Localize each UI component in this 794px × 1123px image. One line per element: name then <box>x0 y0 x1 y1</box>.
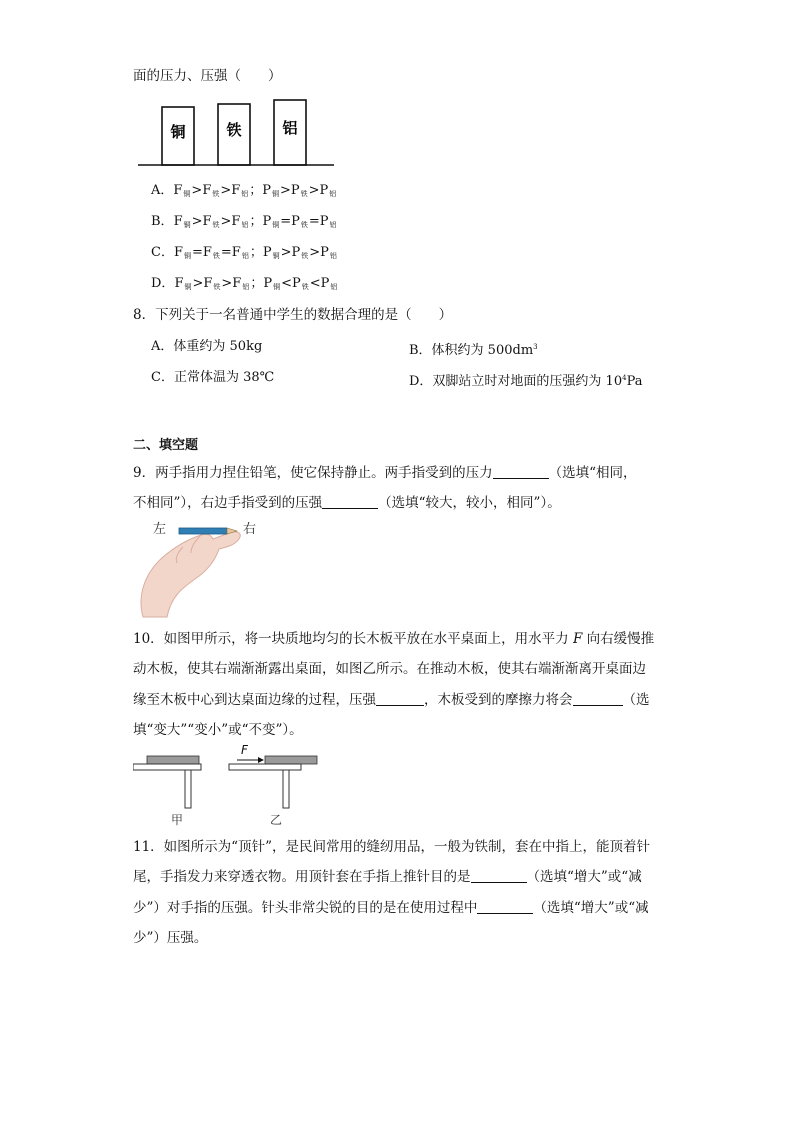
q11-line-2: 尾，手指发力来穿透衣物。用顶针套在手指上推针目的是 （选填“增大”或“减 <box>133 869 642 885</box>
q7-blocks-figure <box>138 96 338 170</box>
q8-option-a: A．体重约为 50kg <box>151 339 263 354</box>
board-a <box>147 756 199 764</box>
q10-blank-2[interactable] <box>573 691 623 706</box>
q9-blank-2[interactable] <box>322 494 378 509</box>
q7-option-d: D．$F_铜>F_铁>F_铝$；$P_铜<P_铁<P_铝$ <box>151 276 338 291</box>
q7-option-c: C．$F_铜=F_铁=F_铝$；$P_铜>P_铁>P_铝$ <box>151 245 337 260</box>
pencil-body <box>179 528 227 534</box>
q10-line-2: 动木板，使其右端渐渐露出桌面，如图乙所示。在推动木板，使其右端渐渐离开桌面边 <box>133 661 646 677</box>
q7-option-a: A．$F_铜>F_铁>F_铝$；$P_铜>P_铁>P_铝$ <box>151 183 337 198</box>
label-jia: 甲 <box>171 813 184 827</box>
q8-option-d: D．双脚站立时对地面的压强约为 $10^4Pa$ <box>409 374 643 389</box>
q11-line-4: 少”）压强。 <box>133 930 208 946</box>
q10-line-3: 缘至木板中心到达桌面边缘的过程，压强 ，木板受到的摩擦力将会 （选 <box>133 692 650 708</box>
q7-stem-tail: 面的压力、压强（ ） <box>133 68 282 84</box>
table-leg-b <box>283 770 289 808</box>
label-right: 右 <box>243 522 257 537</box>
q9-blank-1[interactable] <box>493 464 549 479</box>
q7-option-b: B．$F_铜>F_铁>F_铝$；$P_铜=P_铁=P_铝$ <box>151 214 337 229</box>
hand-shape <box>141 532 240 617</box>
q10-blank-1[interactable] <box>376 691 424 706</box>
q10-line-1: 10．如图甲所示，将一块质地均匀的长木板平放在水平桌面上，用水平力 F 向右缓慢推 <box>133 631 655 647</box>
table-top-b <box>229 764 301 770</box>
q10-board-figure <box>133 742 323 828</box>
label-left: 左 <box>153 522 167 537</box>
q9-hand-pencil-figure <box>133 517 273 623</box>
q11-line-1: 11．如图所示为“顶针”，是民间常用的缝纫用品，一般为铁制，套在中指上，能顶着针 <box>133 839 650 855</box>
label-yi: 乙 <box>270 813 283 827</box>
q8-option-c: C．正常体温为 38℃ <box>151 370 275 385</box>
q11-blank-2[interactable] <box>477 899 533 914</box>
block-label-aluminum: 铝 <box>282 119 298 137</box>
q11-blank-1[interactable] <box>471 868 527 883</box>
force-label: F <box>241 743 248 757</box>
board-b <box>265 756 317 764</box>
q9-line-2: 不相同”），右边手指受到的压强 （选填“较大，较小，相同”）。 <box>133 495 561 511</box>
q11-line-3: 少”）对手指的压强。针头非常尖锐的目的是在使用过程中 （选填“增大”或“减 <box>133 900 649 916</box>
block-label-copper: 铜 <box>170 123 186 141</box>
table-leg-a <box>185 770 191 808</box>
section-heading-fill-in: 二、填空题 <box>133 438 199 453</box>
table-top-a <box>133 764 201 770</box>
q8-option-b: B．体积约为 $500dm^3$ <box>409 343 538 358</box>
q8-stem: 8．下列关于一名普通中学生的数据合理的是（ ） <box>133 307 453 323</box>
q10-line-4: 填“变大”“变小”或“不变”）。 <box>133 722 303 738</box>
block-label-iron: 铁 <box>226 121 242 139</box>
q9-line-1: 9．两手指用力捏住铅笔，使它保持静止。两手指受到的压力 （选填“相同， <box>133 465 637 481</box>
